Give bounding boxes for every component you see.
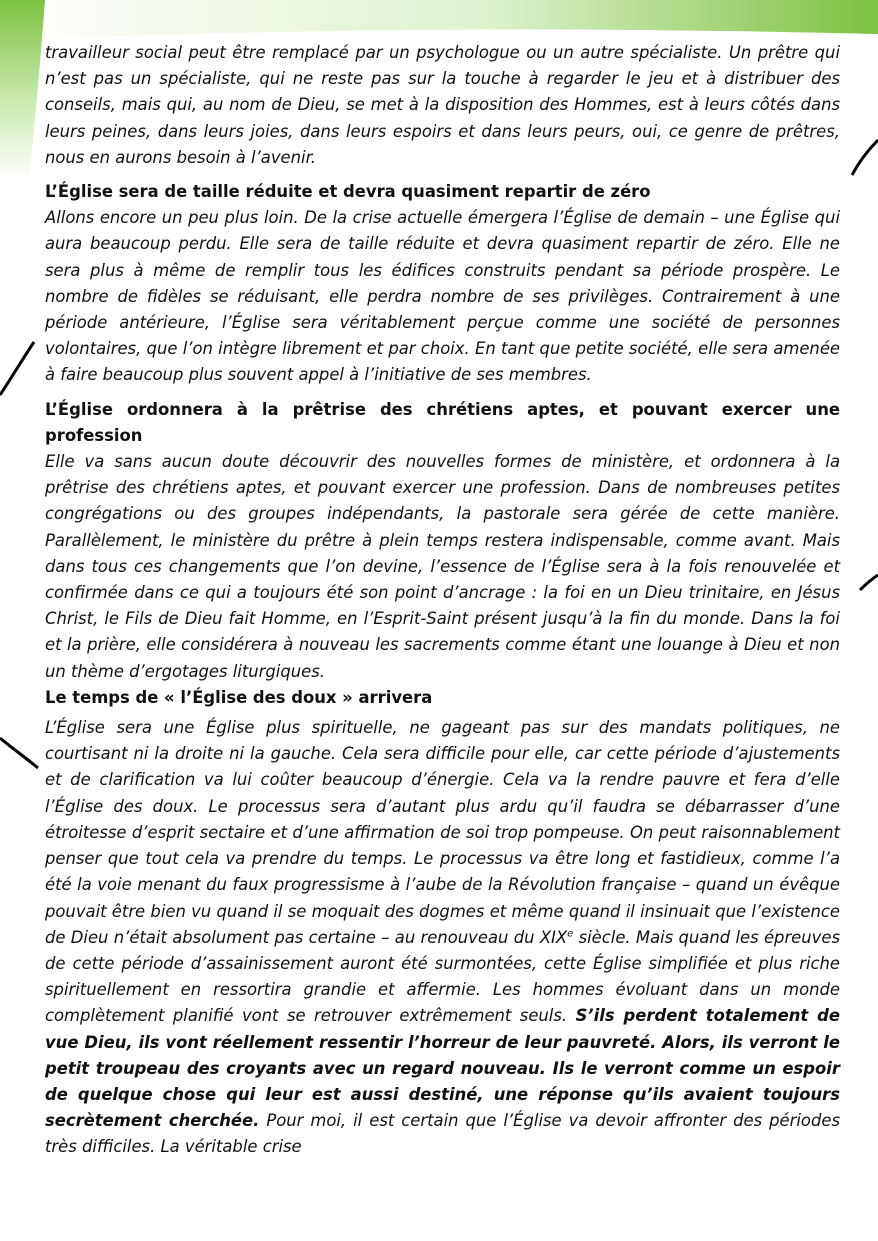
intro-paragraph: travailleur social peut être remplacé par un psychologue ou un autre spécialiste. Un prêtre qui n’est pas un spécialiste, qui ne reste pas sur la touche à regarder le jeu et à distribuer des conseils, mais qui, au nom de Dieu, se met à la disposition des Hommes, est à leurs côtés dans leurs peines, dans leurs joies, dans leurs espoirs et dans leurs peurs, oui, ce genre de prêtres, nous en aurons besoin à l’avenir.: [45, 43, 840, 167]
section-3-paragraph: [45, 715, 840, 1160]
document-body: [45, 40, 840, 1169]
left-green-band: [0, 0, 45, 400]
section-2-paragraph: Elle va sans aucun doute découvrir des nouvelles formes de ministère, et ordonnera à la prêtrise des chrétiens aptes, et pouvant exercer une profession. Dans de nombreuses petites congrégations ou des groupes indépendants, la pastorale sera gérée de cette manière. Parallèlement, le ministère du prêtre à plein temps restera indispensable, comme avant. Mais dans tous ces changements que l’on devine, l’essence de l’Église sera à la fois renouvelée et confirmée dans ce qui a toujours été son point d’ancrage : la foi en un Dieu trinitaire, en Jésus Christ, le Fils de Dieu fait Homme, en l’Esprit-Saint présent jusqu’à la fin du monde. Dans la foi et la prière, elle considérera à nouveau les sacrements comme étant une louange à Dieu et non un thème d’ergotages liturgiques.: [45, 452, 840, 681]
section-2-heading: L’Église ordonnera à la prêtrise des chrétiens aptes, et pouvant exercer une profession: [45, 399, 840, 445]
section-3-bold-quote: S’ils perdent totalement de vue Dieu, ils vont réellement ressentir l’horreur de leur pauvreté. Alors, ils verront le petit troupeau des croyants avec un regard nouveau. Ils le verront comme un espoir de quelque chose qui leur est aussi destiné, une réponse qu’ils avaient toujours secrètement cherchée.: [45, 1006, 841, 1131]
section-1-paragraph: Allons encore un peu plus loin. De la crise actuelle émergera l’Église de demain – une Église qui aura beaucoup perdu. Elle sera de taille réduite et devra quasiment repartir de zéro. Elle ne sera plus à même de remplir tous les édifices construits pendant sa période prospère. Le nombre de fidèles se réduisant, elle perdra nombre de ses privilèges. Contrairement à une période antérieure, l’Église sera véritablement perçue comme une société de personnes volontaires, que l’on intègre librement et par choix. En tant que petite société, elle sera amenée à faire beaucoup plus souvent appel à l’initiative de ses membres.: [45, 208, 840, 385]
section-3-text-b: siècle. Mais quand les épreuves de cette période d’assainissement auront été surmontées, cette Église simplifiée et plus riche spirituellement en ressortira grandie et affermie. Les hommes évoluant dans un monde complètement planifié vont se retrouver extrêmement seuls.: [45, 927, 840, 1026]
section-3-text-c: Pour moi, il est certain que l’Église va devoir affronter des périodes très difficiles. La véritable crise: [45, 1111, 840, 1157]
left-arc-lower: [0, 738, 38, 768]
section-1-heading: L’Église sera de taille réduite et devra quasiment repartir de zéro: [45, 182, 651, 202]
section-3-text-a: L’Église sera une Église plus spirituelle, ne gageant pas sur des mandats politiques, ne courtisant ni la droite ni la gauche. Cela sera difficile pour elle, car cette période d’ajustements et de clarification va lui coûter beaucoup d’énergie. Cela va la rendre pauvre et fera d’elle l’Église des doux. Le processus sera d’autant plus ardu qu’il faudra se débarrasser d’une étroitesse d’esprit sectaire et d’une affirmation de soi trop pompeuse. On peut raisonnablement penser que tout cela va prendre du temps. Le processus va être long et fastidieux, comme l’a été la voie menant du faux progressisme à l’aube de la Révolution française – quand un évêque pouvait être bien vu quand il se moquait des dogmes et même quand il insinuait que l’existence de Dieu n’était absolument pas certaine – au renouveau du XIX: [45, 718, 840, 947]
right-arc-middle: [860, 575, 878, 590]
left-arc-upper: [0, 342, 34, 395]
top-green-band: [0, 0, 878, 40]
section-3-heading: Le temps de « l’Église des doux » arrivera: [45, 687, 433, 707]
right-arc-upper: [852, 140, 878, 175]
century-superscript: e: [567, 928, 574, 940]
